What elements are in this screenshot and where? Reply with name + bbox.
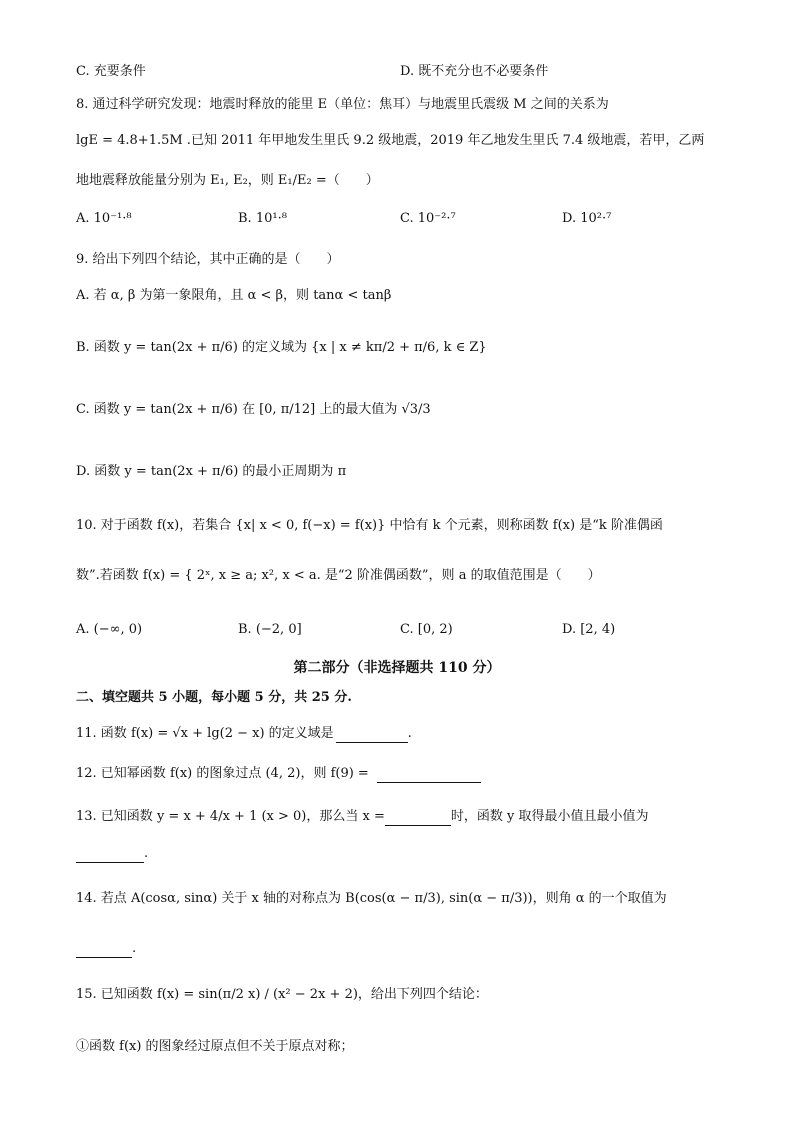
q8-stem-line1: 8. 通过科学研究发现：地震时释放的能里 E（单位：焦耳）与地震里氏震级 M 之间的关系为 xyxy=(76,97,609,112)
q11-tail: . xyxy=(407,726,412,741)
q14-tail: . xyxy=(132,941,137,956)
q15-item1: ①函数 f(x) 的图象经过原点但不关于原点对称； xyxy=(76,1039,354,1054)
q13-mid: 时，函数 y 取得最小值且最小值为 xyxy=(450,809,649,824)
q13-answer-blank-x[interactable] xyxy=(385,811,451,826)
q8-option-c: C. 10⁻²·⁷ xyxy=(400,211,456,226)
q10-option-c: C. [0, 2) xyxy=(400,622,453,637)
q7-option-d: D. 既不充分也不必要条件 xyxy=(400,64,549,79)
q11 xyxy=(76,725,412,743)
q10-option-b: B. (−2, 0] xyxy=(238,622,302,637)
q13-answer-blank-min[interactable] xyxy=(76,848,144,863)
q14-stem: 14. 若点 A(cosα, sinα) 关于 x 轴的对称点为 B(cos(α − π/3), sin(α − π/3))，则角 α 的一个取值为 xyxy=(76,891,667,906)
q15-stem: 15. 已知函数 f(x) = sin(π/2 x) / (x² − 2x + 2)，给出下列四个结论： xyxy=(76,987,488,1002)
q12-answer-blank[interactable] xyxy=(377,768,481,783)
q10-stem-line2: 数”.若函数 f(x) = { 2ˣ, x ≥ a; x², x < a. 是“2 阶准偶函数”，则 a 的取值范围是（ ） xyxy=(76,568,601,583)
q12 xyxy=(76,765,481,783)
q14-answer-blank[interactable] xyxy=(76,943,132,958)
q9-option-d: D. 函数 y = tan(2x + π/6) 的最小正周期为 π xyxy=(76,464,347,479)
q8-option-b: B. 10¹·⁸ xyxy=(238,211,287,226)
q10-option-d: D. [2, 4) xyxy=(562,622,616,637)
q13-text: 13. 已知函数 y = x + 4/x + 1 (x > 0)，那么当 x = xyxy=(76,809,385,824)
q7-option-c: C. 充要条件 xyxy=(76,64,146,79)
q8-stem-line3: 地地震释放能量分别为 E₁, E₂，则 E₁/E₂ =（ ） xyxy=(76,173,379,188)
q10-stem-line1: 10. 对于函数 f(x)，若集合 {x| x < 0, f(−x) = f(x)} 中恰有 k 个元素，则称函数 f(x) 是“k 阶准偶函 xyxy=(76,518,663,533)
q8-stem-line2: lgE = 4.8+1.5M .已知 2011 年甲地发生里氏 9.2 级地震，2019 年乙地发生里氏 7.4 级地震，若甲，乙两 xyxy=(76,133,705,148)
q8-option-d: D. 10²·⁷ xyxy=(562,211,612,226)
q9-option-c: C. 函数 y = tan(2x + π/6) 在 [0, π/12] 上的最大值为 √3/3 xyxy=(76,402,431,417)
q13 xyxy=(76,808,648,826)
q13-tail: . xyxy=(144,846,149,861)
q12-text: 12. 已知幂函数 f(x) 的图象过点 (4, 2)，则 f(9) = xyxy=(76,766,369,781)
part2-title: 第二部分（非选择题共 110 分） xyxy=(293,660,501,676)
q11-text: 11. 函数 f(x) = √x + lg(2 − x) 的定义域是 xyxy=(76,726,334,741)
section2-title: 二、填空题共 5 小题，每小题 5 分，共 25 分. xyxy=(76,690,352,705)
q11-answer-blank[interactable] xyxy=(336,728,408,743)
q13-line2 xyxy=(76,845,148,863)
q9-stem: 9. 给出下列四个结论，其中正确的是（ ） xyxy=(76,252,340,267)
q9-option-a: A. 若 α, β 为第一象限角，且 α < β，则 tanα < tanβ xyxy=(76,288,392,303)
q10-option-a: A. (−∞, 0) xyxy=(76,622,143,637)
q9-option-b: B. 函数 y = tan(2x + π/6) 的定义域为 {x | x ≠ kπ/2 + π/6, k ∈ Z} xyxy=(76,340,487,355)
q14-line2 xyxy=(76,940,136,958)
q8-option-a: A. 10⁻¹·⁸ xyxy=(76,211,132,226)
